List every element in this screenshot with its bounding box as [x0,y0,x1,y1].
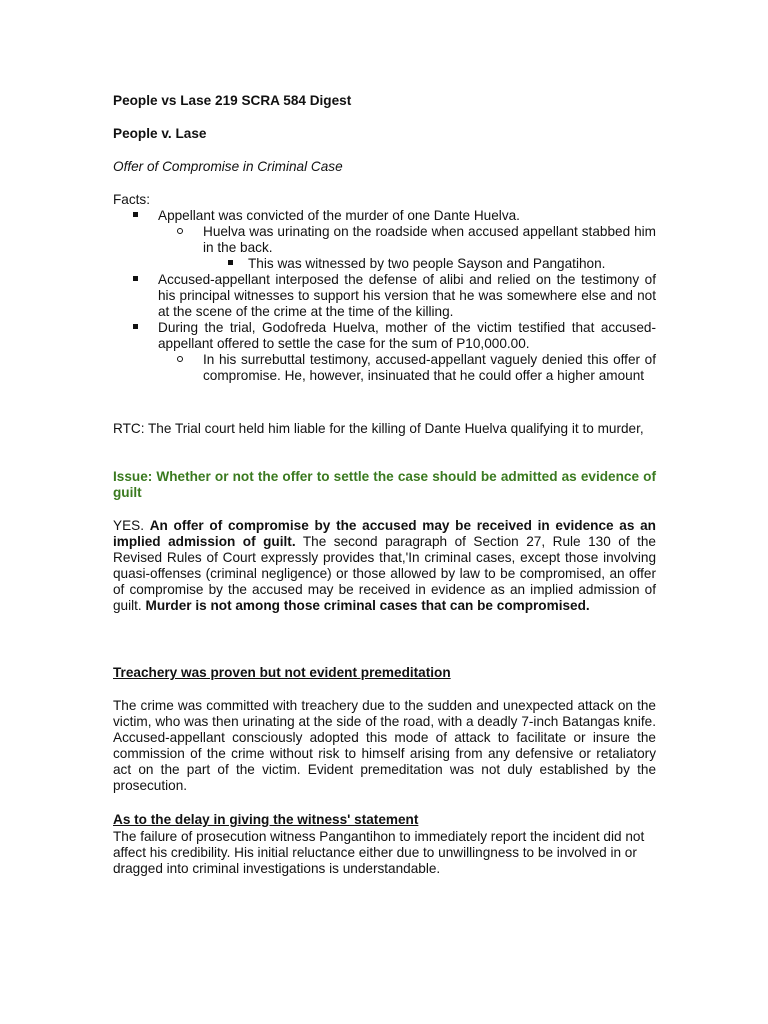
list-item: In his surrebuttal testimony, accused-appellant vaguely denied this offer of compromise. He, however, insinuated that he could offer a higher amount [113,352,656,384]
facts-list [113,208,656,384]
list-item: Accused-appellant interposed the defense of alibi and relied on the testimony of his principal witnesses to support his version that he was somewhere else and not at the scene of the crime at the time of the killing. [113,272,656,320]
bullet-square-icon [133,276,138,281]
doc-title: People vs Lase 219 SCRA 584 Digest [113,93,352,108]
list-item: This was witnessed by two people Sayson and Pangatihon. [113,256,656,272]
bullet-circle-icon [177,228,183,234]
bullet-square-icon [133,212,138,217]
issue-heading: Issue: Whether or not the offer to settle the case should be admitted as evidence of guilt [113,469,656,500]
facts-label: Facts: [113,192,151,207]
bullet-circle-icon [177,356,183,362]
list-item: Appellant was convicted of the murder of one Dante Huelva. [113,208,656,224]
bullet-square-icon [133,324,138,329]
topic-subtitle: Offer of Compromise in Criminal Case [113,159,343,174]
case-name: People v. Lase [113,126,207,141]
rtc-ruling: RTC: The Trial court held him liable for the killing of Dante Huelva qualifying it to murder, [113,421,644,436]
treachery-heading: Treachery was proven but not evident premeditation [113,665,451,680]
list-item: During the trial, Godofreda Huelva, mother of the victim testified that accused-appellant offered to settle the case for the sum of P10,000.00. [113,320,656,352]
ruling-paragraph: YES. An offer of compromise by the accused may be received in evidence as an implied admission of guilt. The second paragraph of Section 27, Rule 130 of the Revised Rules of Court expressly provides that,'In criminal cases, except those involving quasi-offenses (criminal negligence) or those allowed by law to be compromised, an offer of compromise by the accused may be received in evidence as an implied admission of guilt. Murder is not among those criminal cases that can be compromised. [113,518,656,613]
bullet-square-icon [228,260,233,265]
delay-heading: As to the delay in giving the witness' statement [113,812,419,827]
treachery-paragraph: The crime was committed with treachery due to the sudden and unexpected attack on the victim, who was then urinating at the side of the road, with a deadly 7-inch Batangas knife. Accused-appellant consciously adopted this mode of attack to facilitate or insure the commission of the crime without risk to himself arising from any defensive or retaliatory act on the part of the victim. Evident premeditation was not duly established by the prosecution. [113,698,656,793]
list-item: Huelva was urinating on the roadside when accused appellant stabbed him in the back. [113,224,656,256]
delay-paragraph: The failure of prosecution witness Pangantihon to immediately report the incident did not affect his credibility. His initial reluctance either due to unwillingness to be involved in or dragged into criminal investigations is understandable. [113,829,645,876]
